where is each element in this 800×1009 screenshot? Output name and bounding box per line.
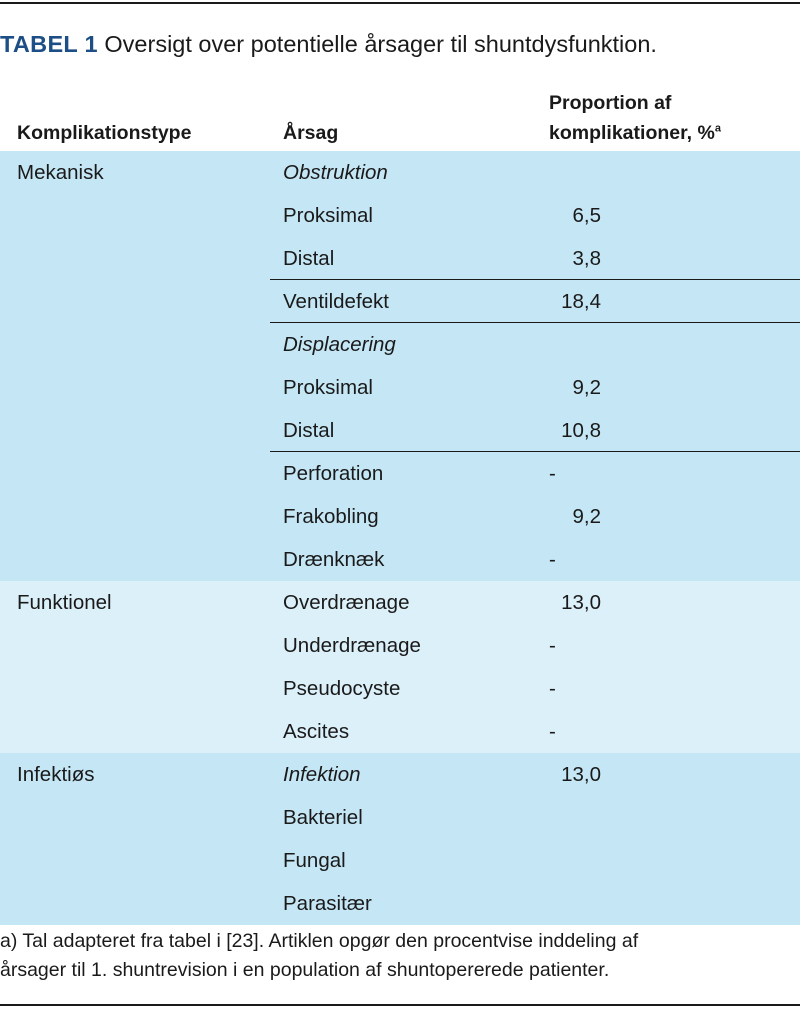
cell-proportion: 13,0 — [561, 763, 601, 786]
cell-aarsag: Perforation — [283, 462, 384, 485]
group-infektiøs — [0, 753, 800, 925]
cell-proportion: 10,8 — [561, 419, 601, 442]
cell-aarsag: Proksimal — [283, 204, 373, 227]
table-row — [0, 667, 800, 710]
table-row — [0, 237, 800, 280]
cell-komplikationstype: Funktionel — [17, 591, 112, 614]
header-proportion-line1: Proportion af — [549, 92, 672, 114]
cell-proportion: - — [549, 677, 556, 700]
bottom-rule — [0, 1004, 800, 1006]
table-caption: Oversigt over potentielle årsager til shuntdysfunktion. — [104, 31, 657, 57]
cell-proportion — [549, 882, 601, 925]
footnote-line2: årsager til 1. shuntrevision i en population af shuntopererede patienter. — [0, 959, 610, 981]
cell-aarsag: Infektion — [283, 763, 361, 786]
table-row — [0, 624, 800, 667]
table-label: TABEL 1 — [0, 31, 98, 57]
footnote-line1: a) Tal adapteret fra tabel i [23]. Artiklen opgør den procentvise inddeling af — [0, 930, 639, 952]
table-row — [0, 538, 800, 581]
header-footnote-marker: a — [714, 122, 721, 135]
table-row — [0, 710, 800, 753]
top-rule — [0, 2, 800, 4]
table-row — [0, 452, 800, 495]
header-proportion-line2: komplikationer, % — [549, 122, 715, 144]
cell-aarsag: Bakteriel — [283, 806, 363, 829]
cell-aarsag: Obstruktion — [283, 161, 388, 184]
cell-aarsag: Overdrænage — [283, 591, 410, 614]
header-komplikationstype: Komplikationstype — [17, 122, 192, 144]
cell-aarsag: Fungal — [283, 849, 346, 872]
cell-proportion: 9,2 — [572, 505, 601, 528]
cell-proportion: - — [549, 548, 556, 571]
cell-proportion: 3,8 — [572, 247, 601, 270]
cell-aarsag: Parasitær — [283, 892, 372, 915]
cell-proportion: 18,4 — [561, 290, 601, 313]
footnote — [0, 927, 800, 985]
cell-komplikationstype: Infektiøs — [17, 763, 95, 786]
group-mekanisk — [0, 151, 800, 581]
cell-proportion — [549, 796, 601, 839]
table-title — [0, 26, 800, 62]
cell-proportion: - — [549, 462, 556, 485]
table-row — [0, 366, 800, 409]
table-row — [0, 581, 800, 624]
cell-aarsag: Distal — [283, 247, 335, 270]
table-row — [0, 151, 800, 194]
table-row — [0, 280, 800, 323]
cell-aarsag: Distal — [283, 419, 335, 442]
table-row — [0, 495, 800, 538]
cell-proportion — [549, 839, 601, 882]
cell-aarsag: Displacering — [283, 333, 396, 356]
table-row — [0, 323, 800, 366]
table-row — [0, 796, 800, 839]
header-aarsag: Årsag — [283, 122, 339, 144]
table-row — [0, 753, 800, 796]
cell-proportion: - — [549, 634, 556, 657]
table-row — [0, 194, 800, 237]
cell-proportion: 6,5 — [572, 204, 601, 227]
cell-aarsag: Frakobling — [283, 505, 379, 528]
cell-proportion: - — [549, 720, 556, 743]
table-row — [0, 409, 800, 452]
table-row — [0, 839, 800, 882]
cell-aarsag: Drænknæk — [283, 548, 385, 571]
cell-aarsag: Underdrænage — [283, 634, 421, 657]
cell-proportion: 13,0 — [561, 591, 601, 614]
cell-proportion: 9,2 — [572, 376, 601, 399]
cell-aarsag: Pseudocyste — [283, 677, 401, 700]
table-row — [0, 882, 800, 925]
cell-aarsag: Proksimal — [283, 376, 373, 399]
cell-proportion — [549, 151, 601, 194]
cell-komplikationstype: Mekanisk — [17, 161, 104, 184]
header-proportion — [549, 88, 721, 148]
cell-aarsag: Ascites — [283, 720, 350, 743]
group-funktionel — [0, 581, 800, 753]
cell-proportion — [549, 323, 601, 366]
cell-aarsag: Ventildefekt — [283, 290, 389, 313]
